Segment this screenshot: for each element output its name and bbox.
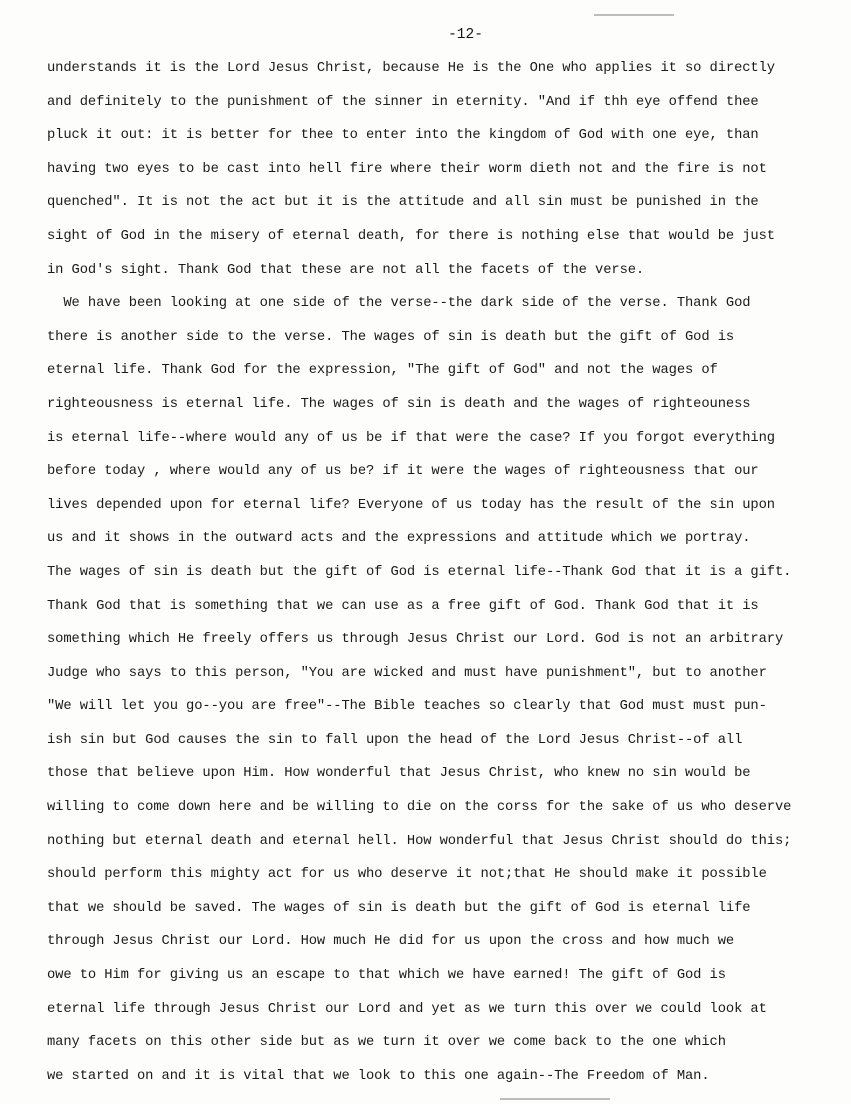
text-line: lives depended upon for eternal life? Everyone of us today has the result of the sin upon (47, 497, 775, 513)
page-number: -12- (448, 27, 483, 43)
text-line: there is another side to the verse. The wages of sin is death but the gift of God is (47, 329, 735, 345)
text-line: Thank God that is something that we can use as a free gift of God. Thank God that it is (47, 598, 759, 614)
text-line: We have been looking at one side of the verse--the dark side of the verse. Thank God (47, 296, 751, 312)
text-line: many facets on this other side but as we turn it over we come back to the one which (47, 1035, 726, 1051)
text-line: "We will let you go--you are free"--The Bible teaches so clearly that God must must pun- (47, 699, 767, 715)
text-line: through Jesus Christ our Lord. How much He did for us upon the cross and how much we (47, 934, 735, 950)
text-line: willing to come down here and be willing to die on the corss for the sake of us who deserve (47, 800, 792, 816)
text-line: and definitely to the punishment of the sinner in eternity. "And if thh eye offend thee (47, 94, 759, 110)
text-line: before today , where would any of us be? if it were the wages of righteousness that our (47, 464, 759, 480)
text-line: nothing but eternal death and eternal hell. How wonderful that Jesus Christ should do this; (47, 833, 792, 849)
text-line: that we should be saved. The wages of sin is death but the gift of God is eternal life (47, 900, 751, 916)
text-line: righteousness is eternal life. The wages of sin is death and the wages of righteouness (47, 396, 751, 412)
text-line: eternal life through Jesus Christ our Lord and yet as we turn this over we could look at (47, 1001, 767, 1017)
text-line: owe to Him for giving us an escape to that which we have earned! The gift of God is (47, 968, 726, 984)
text-line: is eternal life--where would any of us be if that were the case? If you forgot everything (47, 430, 775, 446)
text-line: should perform this mighty act for us who deserve it not;that He should make it possible (47, 867, 767, 883)
text-line: ish sin but God causes the sin to fall upon the head of the Lord Jesus Christ--of all (47, 732, 743, 748)
text-line: something which He freely offers us through Jesus Christ our Lord. God is not an arbitrary (47, 632, 784, 648)
text-line: sight of God in the misery of eternal death, for there is nothing else that would be just (47, 228, 775, 244)
bottom-edge-mark (500, 1098, 610, 1100)
text-line: in God's sight. Thank God that these are not all the facets of the verse. (47, 262, 645, 278)
text-line: Judge who says to this person, "You are wicked and must have punishment", but to another (47, 665, 767, 681)
text-line: having two eyes to be cast into hell fire where their worm dieth not and the fire is not (47, 161, 767, 177)
top-edge-mark (594, 14, 674, 16)
text-line: those that believe upon Him. How wonderful that Jesus Christ, who knew no sin would be (47, 766, 751, 782)
text-line: we started on and it is vital that we look to this one again--The Freedom of Man. (47, 1068, 710, 1084)
text-line: The wages of sin is death but the gift of God is eternal life--Thank God that it is a gift. (47, 564, 792, 580)
text-line: quenched". It is not the act but it is the attitude and all sin must be punished in the (47, 195, 759, 211)
text-line: eternal life. Thank God for the expression, "The gift of God" and not the wages of (47, 363, 718, 379)
body-text (47, 59, 827, 1100)
text-line: understands it is the Lord Jesus Christ, because He is the One who applies it so directly (47, 61, 775, 76)
text-line: us and it shows in the outward acts and the expressions and attitude which we portray. (47, 531, 751, 547)
text-line: pluck it out: it is better for thee to enter into the kingdom of God with one eye, than (47, 128, 759, 144)
